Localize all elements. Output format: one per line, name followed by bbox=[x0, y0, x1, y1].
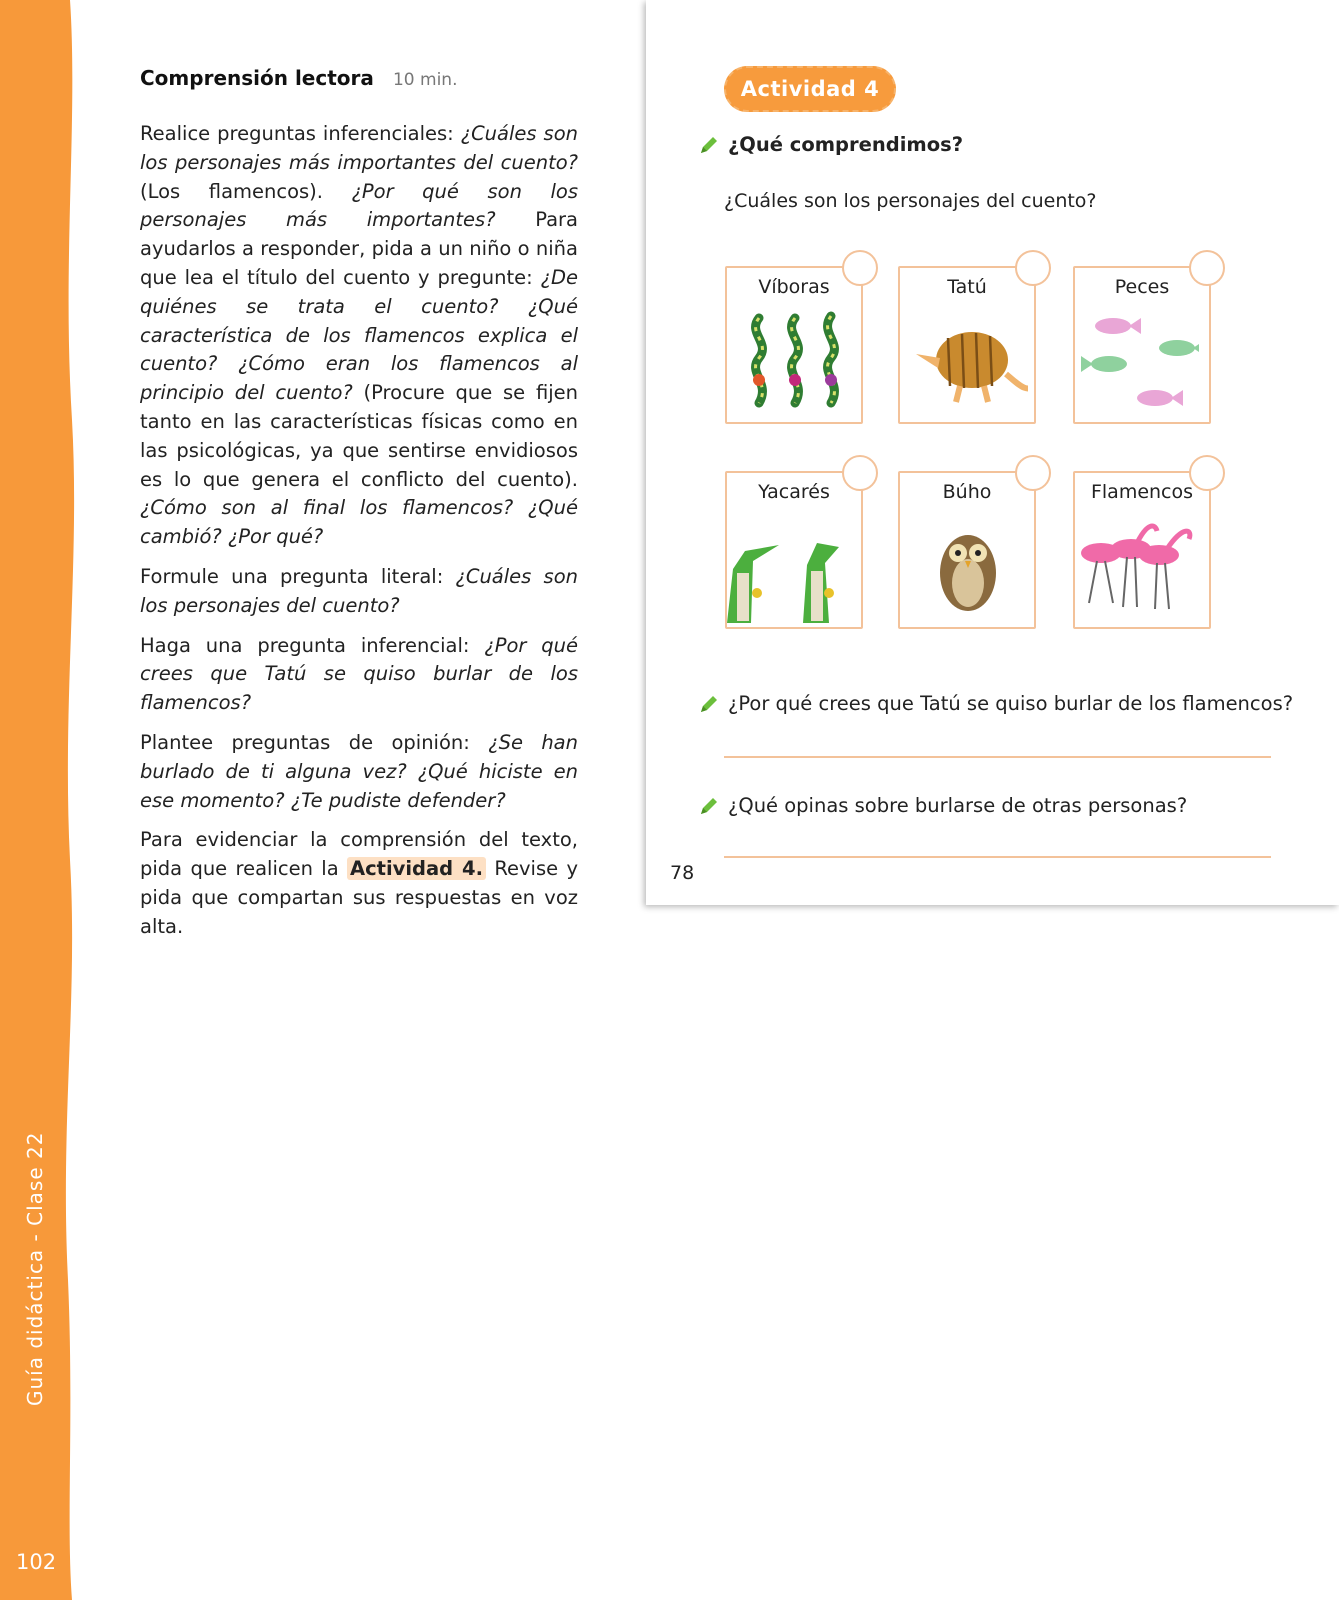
card-buho bbox=[898, 471, 1036, 629]
card-label: Peces bbox=[1114, 276, 1170, 298]
card-label: Víboras bbox=[758, 276, 830, 298]
activity-highlight: Actividad 4. bbox=[347, 857, 486, 880]
italic-question: ¿Por qué crees que Tatú se quiso burlar de los flamencos? bbox=[140, 633, 578, 715]
guide-paragraph-3 bbox=[140, 632, 578, 718]
card-peces bbox=[1073, 266, 1211, 424]
question-characters: ¿Cuáles son los personajes del cuento? bbox=[724, 190, 1097, 212]
answer-circle[interactable] bbox=[842, 455, 878, 491]
heading-row bbox=[698, 133, 963, 156]
card-label: Flamencos bbox=[1090, 481, 1194, 503]
section-title: Comprensión lectora bbox=[140, 66, 374, 90]
card-flamencos bbox=[1073, 471, 1211, 629]
section-header bbox=[140, 66, 578, 90]
text: Haga una pregunta inferencial: bbox=[140, 633, 485, 657]
card-label: Tatú bbox=[947, 276, 987, 298]
activity-badge: Actividad 4 bbox=[724, 66, 896, 112]
card-viboras bbox=[725, 266, 863, 424]
text: (Los flamencos). bbox=[140, 179, 352, 203]
guide-column bbox=[140, 66, 578, 942]
text: Para evidenciar la comprensión del texto, pida que realicen la bbox=[140, 828, 578, 881]
student-sheet bbox=[646, 0, 1339, 905]
card-label: Yacarés bbox=[758, 481, 830, 503]
answer-circle[interactable] bbox=[1189, 455, 1225, 491]
answer-line[interactable] bbox=[724, 856, 1271, 858]
guide-paragraph-4 bbox=[140, 729, 578, 815]
text: Formule una pregunta literal: bbox=[140, 564, 456, 588]
page-number-left: 102 bbox=[16, 1550, 57, 1574]
section-time: 10 min. bbox=[392, 70, 458, 90]
answer-line[interactable] bbox=[724, 756, 1271, 758]
card-tatu bbox=[898, 266, 1036, 424]
sidebar-label: Guía didáctica - Clase 22 bbox=[23, 1131, 47, 1406]
question-opinion: ¿Qué opinas sobre burlarse de otras personas? bbox=[728, 794, 1188, 817]
question-row-3 bbox=[698, 794, 1187, 817]
pencil-icon bbox=[698, 693, 720, 715]
card-label: Búho bbox=[942, 481, 992, 503]
pencil-icon bbox=[698, 795, 720, 817]
page-number-right: 78 bbox=[670, 862, 695, 884]
italic-question: ¿Cuáles son los personajes del cuento? bbox=[140, 564, 578, 617]
text: Plantee preguntas de opinión: bbox=[140, 730, 489, 754]
answer-circle[interactable] bbox=[1015, 455, 1051, 491]
fish-icon bbox=[1065, 308, 1199, 418]
guide-paragraph-1 bbox=[140, 120, 578, 552]
italic-question: ¿Cómo son al final los flamencos? ¿Qué cambió? ¿Por qué? bbox=[140, 496, 578, 549]
guide-paragraph-2 bbox=[140, 563, 578, 621]
question-row-2 bbox=[698, 692, 1293, 715]
text: Realice preguntas inferenciales: bbox=[140, 122, 461, 145]
answer-circle[interactable] bbox=[1189, 250, 1225, 286]
text: Para ayudarlos a responder, pida a un niño o niña que lea el título del cuento y pregunte: bbox=[140, 208, 579, 289]
alligators-icon bbox=[717, 513, 857, 625]
italic-question: ¿De quiénes se trata el cuento? ¿Qué característica de los flamencos explica el cuento? ¿Cómo eran los flamencos al principio del cuento? bbox=[140, 265, 578, 405]
text: (Procure que se fijen tanto en las características físicas como en las psicológicas, ya que sentirse envidiosos es lo que genera el conflicto del cuento). bbox=[140, 381, 579, 491]
question-why-tatu: ¿Por qué crees que Tatú se quiso burlar de los flamencos? bbox=[728, 692, 1294, 715]
snakes-icon bbox=[737, 308, 855, 418]
guide-paragraph-5 bbox=[140, 826, 578, 941]
armadillo-icon bbox=[910, 308, 1028, 418]
activity-heading: ¿Qué comprendimos? bbox=[728, 133, 964, 156]
answer-circle[interactable] bbox=[1015, 250, 1051, 286]
card-yacares bbox=[725, 471, 863, 629]
pencil-icon bbox=[698, 134, 720, 156]
text: Revise y pida que compartan sus respuestas en voz alta. bbox=[140, 857, 578, 938]
italic-question: ¿Se han burlado de ti alguna vez? ¿Qué hiciste en ese momento? ¿Te pudiste defender? bbox=[140, 730, 578, 812]
owl-icon bbox=[910, 513, 1028, 623]
italic-question: ¿Por qué son los personajes más importantes? bbox=[140, 179, 579, 232]
answer-circle[interactable] bbox=[842, 250, 878, 286]
flamingos-icon bbox=[1071, 513, 1201, 623]
italic-question: ¿Cuáles son los personajes más importantes del cuento? bbox=[140, 122, 578, 174]
sidebar-band bbox=[0, 0, 80, 1600]
